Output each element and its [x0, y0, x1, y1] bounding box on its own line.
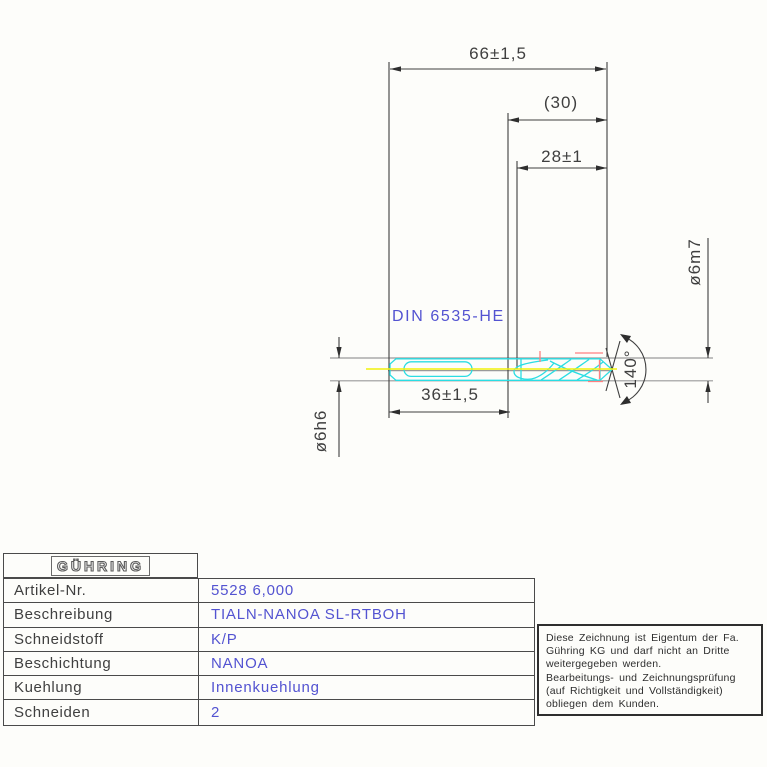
din-standard-label: DIN 6535-HE: [392, 308, 505, 325]
guehring-logo-text: GÜHRING: [56, 557, 145, 574]
note-line: Gühring KG und darf nicht an Dritte: [546, 645, 730, 658]
ownership-note: [537, 624, 763, 716]
dim-point-angle: 140°: [621, 349, 640, 389]
row-label: Schneidstoff: [4, 628, 199, 651]
row-label: Schneiden: [4, 700, 199, 724]
note-line: weitergegeben werden.: [546, 658, 662, 671]
table-row-schneiden: [4, 700, 534, 724]
dim-shank-diameter: ø6h6: [311, 409, 330, 453]
note-line: Bearbeitungs- und Zeichnungsprüfung: [546, 671, 736, 684]
dim-usable-length: 28±1: [541, 147, 583, 166]
note-line: obliegen dem Kunden.: [546, 698, 660, 711]
row-label: Beschreibung: [4, 603, 199, 626]
row-value: Innenkuehlung: [211, 679, 320, 697]
note-line: (auf Richtigkeit und Vollständigkeit): [546, 684, 723, 697]
spec-table: [3, 578, 535, 726]
row-value: 2: [211, 704, 221, 722]
dim-flute-length-ref: (30): [543, 93, 579, 112]
table-row-kuehlung: [4, 676, 534, 700]
row-value: K/P: [211, 630, 238, 648]
row-value: 5528 6,000: [211, 582, 295, 600]
row-label: Artikel-Nr.: [4, 579, 199, 602]
table-row-beschichtung: [4, 652, 534, 676]
dim-shank-length: 36±1,5: [421, 385, 479, 404]
row-label: Beschichtung: [4, 652, 199, 675]
table-row-schneidstoff: [4, 628, 534, 652]
row-value: NANOA: [211, 655, 269, 673]
table-row-artikel-nr: [4, 579, 534, 603]
note-line: Diese Zeichnung ist Eigentum der Fa.: [546, 632, 739, 644]
logo-cell: [3, 553, 198, 578]
red-marking-lines: [540, 351, 603, 382]
guehring-logo: [51, 556, 150, 576]
dim-overall-length: 66±1,5: [469, 44, 527, 63]
table-row-beschreibung: [4, 603, 534, 627]
row-value: TIALN-NANOA SL-RTBOH: [211, 606, 407, 624]
dim-cutting-diameter: ø6m7: [685, 238, 704, 286]
row-label: Kuehlung: [4, 676, 199, 699]
